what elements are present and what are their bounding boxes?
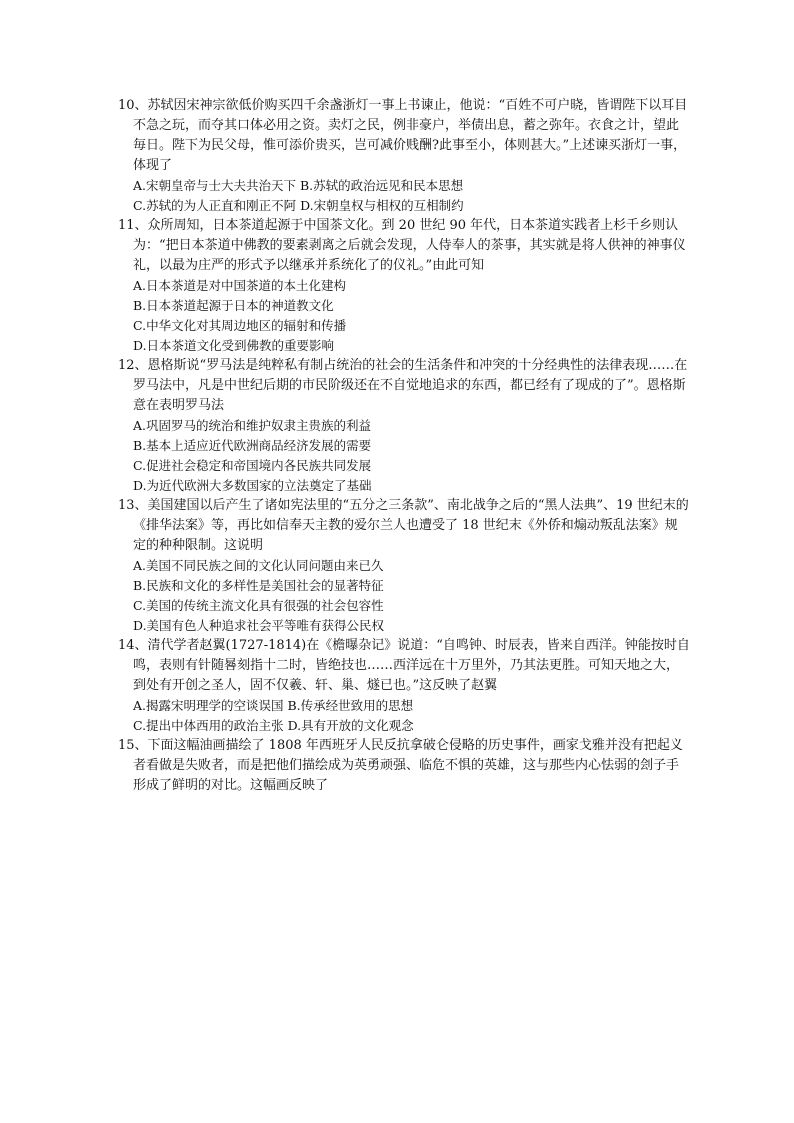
question-stem bbox=[118, 496, 690, 556]
question-text: 美国建国以后产生了诸如宪法里的“五分之三条款”、南北战争之后的“黑人法典”、19 世纪末的《排华法案》等，再比如信奉天主教的爱尔兰人也遭受了 18 世纪末《外侨和煽动叛乱法案》规定的种种限制。这说明 bbox=[133, 498, 689, 553]
question-stem bbox=[118, 356, 690, 416]
option-line: C.美国的传统主流文化具有很强的社会包容性 bbox=[133, 598, 384, 613]
question-15 bbox=[118, 736, 690, 796]
question-stem bbox=[118, 736, 690, 796]
question-14 bbox=[118, 636, 690, 736]
option-line: B.基本上适应近代欧洲商品经济发展的需要 bbox=[133, 438, 372, 453]
question-number: 12、 bbox=[118, 358, 148, 373]
option-line: C.苏轼的为人正直和刚正不阿 D.宋朝皇权与相权的互相制约 bbox=[133, 198, 464, 213]
question-text: 苏轼因宋神宗欲低价购买四千余盏浙灯一事上书谏止，他说：“百姓不可户晓，皆谓陛下以耳目不急之玩，而夺其口体必用之资。卖灯之民，例非豪户，举债出息，蓄之弥年。衣食之计，望此毎日。陛下为民父母，惟可添价贵买，岂可减价贱酬?此事至小，体则甚大。”上述谏买浙灯一事，体现了 bbox=[133, 98, 688, 173]
option-line: D.美国有色人种追求社会平等唯有获得公民权 bbox=[133, 618, 385, 633]
option-line: D.日本茶道文化受到佛教的重要影响 bbox=[133, 338, 335, 353]
option-line: A.巩固罗马的统治和维护奴隶主贵族的利益 bbox=[133, 418, 372, 433]
question-number: 15、 bbox=[118, 738, 148, 753]
question-stem bbox=[118, 216, 690, 276]
question-number: 14、 bbox=[118, 638, 148, 653]
option-line: A.揭露宋明理学的空谈误国 B.传承经世致用的思想 bbox=[133, 698, 414, 713]
option-line: B.日本茶道起源于日本的神道教文化 bbox=[133, 298, 334, 313]
document-page bbox=[118, 96, 690, 796]
question-number: 11、 bbox=[118, 218, 148, 233]
question-text: 恩格斯说“罗马法是纯粹私有制占统治的社会的生活条件和冲突的十分经典性的法律表现……在罗马法中，凡是中世纪后期的市民阶级还在不自觉地追求的东西，都已经有了现成的了”。恩格斯意在表明罗马法 bbox=[133, 358, 688, 413]
option-line: A.日本茶道是对中国茶道的本土化建构 bbox=[133, 278, 347, 293]
option-line: C.中华文化对其周边地区的辐射和传播 bbox=[133, 318, 347, 333]
question-11 bbox=[118, 216, 690, 356]
question-10 bbox=[118, 96, 690, 216]
option-line: C.促进社会稳定和帝国境内各民族共同发展 bbox=[133, 458, 372, 473]
question-text: 众所周知，日本茶道起源于中国茶文化。到 20 世纪 90 年代，日本茶道实践者上杉千乡则认为：“把日本茶道中佛教的要素剥离之后就会发现，人侍奉人的茶事，其实就是将人供神的神事仪礼，以最为庄严的形式予以继承并系统化了的仪礼。”由此可知 bbox=[133, 218, 686, 273]
question-stem bbox=[118, 96, 690, 176]
question-text: 下面这幅油画描绘了 1808 年西班牙人民反抗拿破仑侵略的历史事件，画家戈雅并没有把起义者看做是失败者，而是把他们描绘成为英勇顽强、临危不惧的英雄，这与那些内心怯弱的刽子手形成了鲜明的对比。这幅画反映了 bbox=[133, 738, 683, 793]
option-line: D.为近代欧洲大多数国家的立法奠定了基础 bbox=[133, 478, 372, 493]
option-line: C.提出中体西用的政治主张 D.具有开放的文化观念 bbox=[133, 718, 414, 733]
question-number: 13、 bbox=[118, 498, 148, 513]
question-number: 10、 bbox=[118, 98, 148, 113]
question-12 bbox=[118, 356, 690, 496]
question-text: 清代学者赵翼(1727-1814)在《檐曝杂记》说道：“自鸣钟、时辰表，皆来自西洋。钟能按时自鸣，表则有针随晷刻指十二时，皆绝技也……西洋远在十万里外，乃其法更胜。可知天地之大，到处有开创之圣人，固不仅羲、轩、巢、燧已也。”这反映了赵翼 bbox=[133, 638, 690, 693]
option-line: B.民族和文化的多样性是美国社会的显著特征 bbox=[133, 578, 384, 593]
option-line: A.宋朝皇帝与士大夫共治天下 B.苏轼的政治远见和民本思想 bbox=[133, 178, 464, 193]
question-13 bbox=[118, 496, 690, 636]
question-stem bbox=[118, 636, 690, 696]
option-line: A.美国不同民族之间的文化认同问题由来已久 bbox=[133, 558, 384, 573]
